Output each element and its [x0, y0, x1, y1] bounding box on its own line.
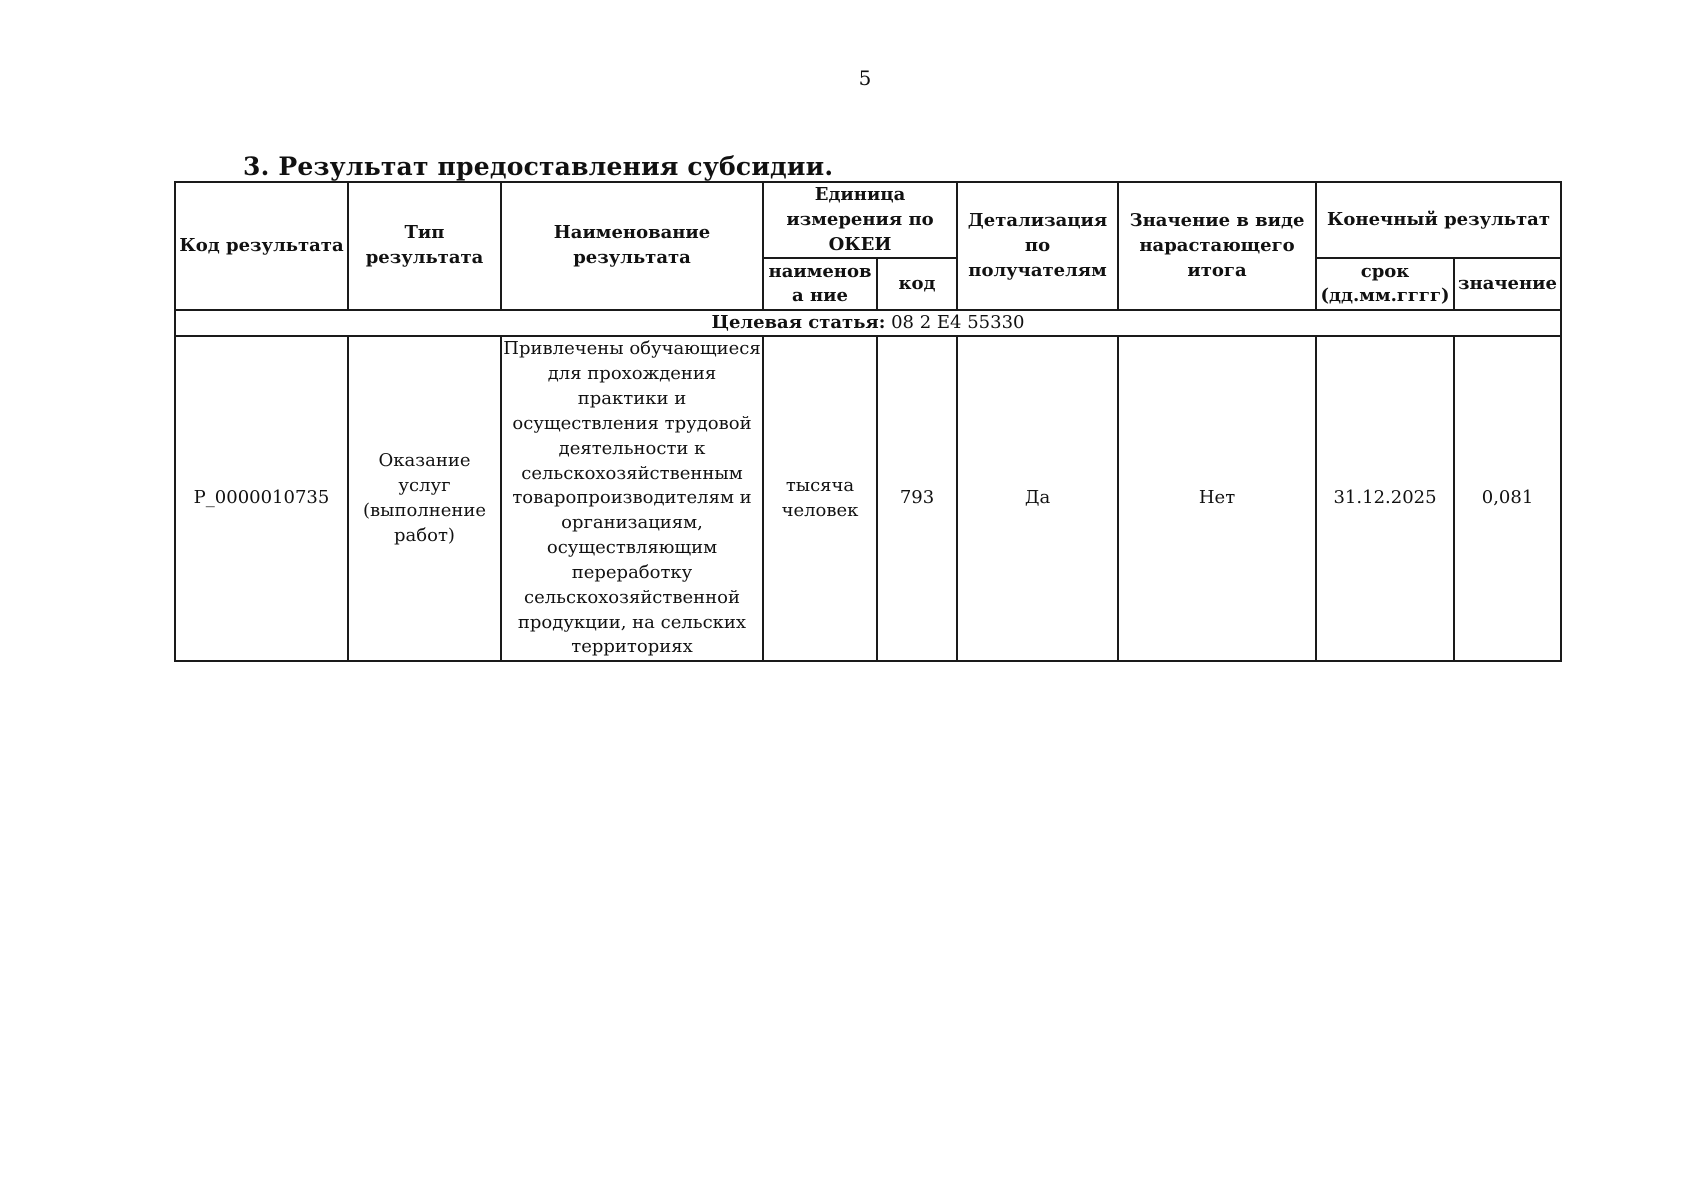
header-unit-name: наименова ние [763, 258, 877, 310]
header-type: Тип результата [348, 182, 501, 310]
header-unit-code: код [877, 258, 957, 310]
header-code: Код результата [175, 182, 348, 310]
target-cell [175, 310, 1561, 336]
cell-code: Р_0000010735 [175, 336, 348, 661]
cell-detail: Да [957, 336, 1118, 661]
page-number: 5 [858, 66, 872, 90]
cell-type: Оказание услуг (выполнение работ) [348, 336, 501, 661]
header-final-group: Конечный результат [1316, 182, 1561, 258]
cell-value: 0,081 [1454, 336, 1561, 661]
cell-unit-code: 793 [877, 336, 957, 661]
results-table [174, 181, 1562, 662]
header-detail: Детализация по получателям [957, 182, 1118, 310]
cell-unit-name: тысяча человек [763, 336, 877, 661]
header-unit-group: Единица измерения по ОКЕИ [763, 182, 957, 258]
section-title: 3. Результат предоставления субсидии. [243, 152, 834, 181]
target-value: 08 2 Е4 55330 [891, 312, 1025, 334]
header-cumulative: Значение в виде нарастающего итога [1118, 182, 1316, 310]
cell-deadline: 31.12.2025 [1316, 336, 1454, 661]
target-label: Целевая статья: [711, 312, 886, 334]
table-row [175, 336, 1561, 661]
header-final-value: значение [1454, 258, 1561, 310]
header-name: Наименование результата [501, 182, 763, 310]
target-row [175, 310, 1561, 336]
header-final-deadline: срок (дд.мм.гггг) [1316, 258, 1454, 310]
cell-cumulative: Нет [1118, 336, 1316, 661]
cell-name: Привлечены обучающиеся для прохождения практики и осуществления трудовой деятельности к сельскохозяйственным товаропроизводителям и организациям, осуществляющим переработку сельскохозяйственной продукции, на сельских территориях [501, 336, 763, 661]
